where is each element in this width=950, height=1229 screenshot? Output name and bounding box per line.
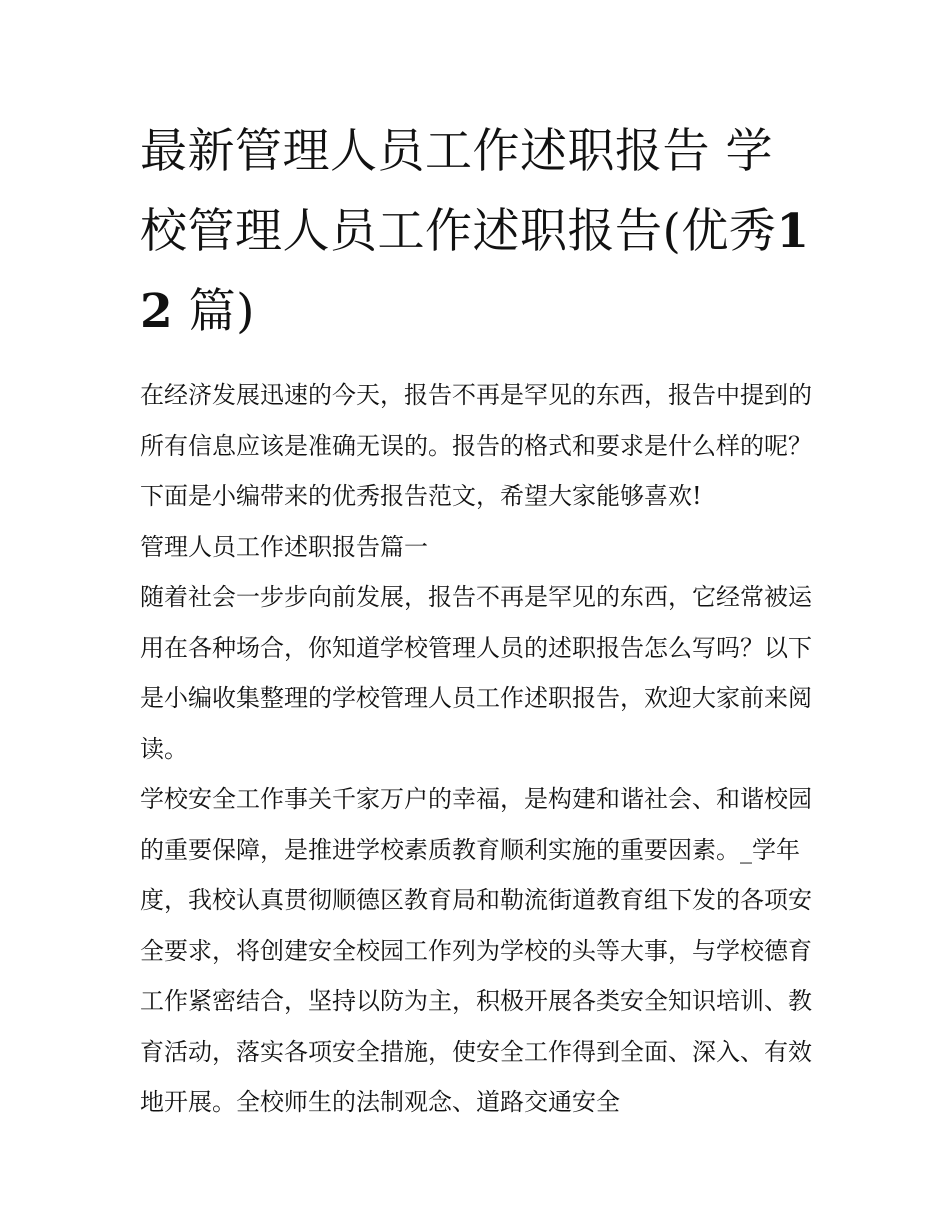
title-count: 12 <box>140 204 810 339</box>
intro-paragraph: 在经济发展迅速的今天，报告不再是罕见的东西，报告中提到的所有信息应该是准确无误的。报告的格式和要求是什么样的呢？下面是小编带来的优秀报告范文，希望大家能够喜欢! <box>140 381 812 510</box>
title-text: 最新管理人员工作述职报告 学校管理人员工作述职报告(优秀 <box>140 124 777 259</box>
document-title <box>140 112 812 352</box>
title-suffix: 篇) <box>173 284 255 339</box>
body-paragraph: 学校安全工作事关千家万户的幸福，是构建和谐社会、和谐校园的重要保障，是推进学校素质教育顺利实施的重要因素。_学年度，我校认真贯彻顺德区教育局和勒流街道教育组下发的各项安全要求，将创建安全校园工作列为学校的头等大事，与学校德育工作紧密结合，坚持以防为主，积极开展各类安全知识培训、教育活动，落实各项安全措施，使安全工作得到全面、深入、有效地开展。全校师生的法制观念、道路交通安全 <box>140 785 812 1116</box>
document-page <box>140 112 812 1128</box>
section-heading: 管理人员工作述职报告篇一 <box>140 532 428 561</box>
body-paragraph: 随着社会一步步向前发展，报告不再是罕见的东西，它经常被运用在各种场合，你知道学校管理人员的述职报告怎么写吗？以下是小编收集整理的学校管理人员工作述职报告，欢迎大家前来阅读。 <box>140 583 812 763</box>
document-body <box>140 370 812 1128</box>
